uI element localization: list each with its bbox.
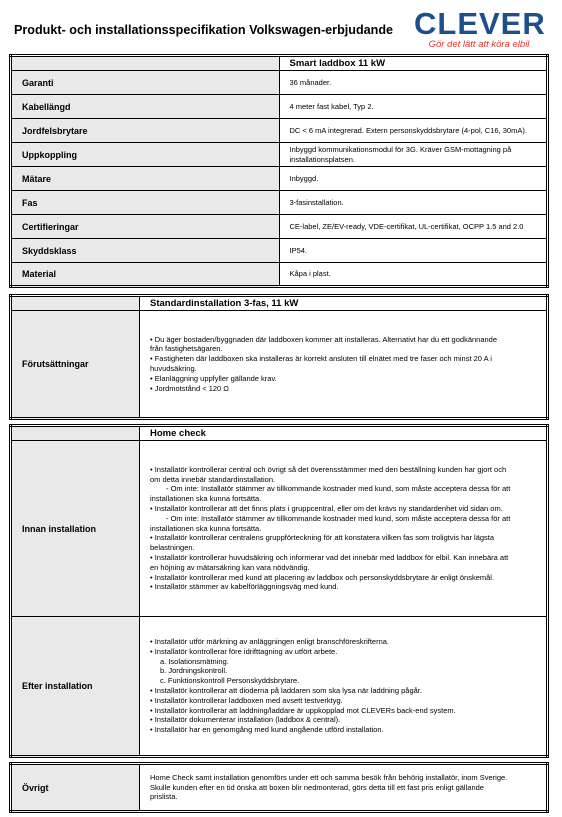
- spec-row-label: Mätare: [11, 167, 280, 191]
- text-line: • Installatör kontrollerar med kund att placering av laddbox och personskyddsbrytare är enligt önskemål.: [150, 572, 495, 582]
- spec-heading-gap: [11, 56, 280, 71]
- text-line: • Installatör kontrollerar laddboxen med avsett testverktyg.: [150, 695, 343, 705]
- spec-row: [11, 263, 548, 287]
- spec-row-label: Fas: [11, 191, 280, 215]
- text-line: om detta innebär standardinstallation.: [150, 474, 276, 484]
- home-check-heading: Home check: [140, 426, 548, 441]
- before-install-text: [140, 441, 548, 617]
- text-line: Skulle kunden efter en tid önska att boxen blir nedmonterad, görs detta till ett fast pris enligt gällande: [150, 782, 484, 792]
- spec-table: [9, 54, 549, 288]
- text-line: • Installatör kontrollerar centralens gruppförteckning för att konstatera vilken fas som troligtvis har lägsta: [150, 533, 495, 543]
- text-line: • Installatör kontrollerar huvudsäkring och informerar vad det innebär med laddbox för elbil. Kan innebära att: [150, 552, 509, 562]
- spec-row: [11, 95, 548, 119]
- spec-row-label: Uppkoppling: [11, 143, 280, 167]
- text-line: • Installatör kontrollerar att dioderna på laddaren som ska lysa när laddning pågår.: [150, 686, 422, 695]
- spec-row: [11, 143, 548, 167]
- text-line: installationen ska kunna fortsätta.: [150, 523, 262, 533]
- text-line: - Om inte: Installatör stämmer av tillkommande kostnader med kund, som måste acceptera dessa för att: [166, 484, 511, 494]
- spec-row-label: Material: [11, 263, 280, 287]
- text-line: • Fastigheten där laddboxen ska installeras är korrekt ansluten till elnätet med tre faser och minst 20 A i: [150, 354, 492, 364]
- other-text: [140, 764, 548, 812]
- spec-row-label: Skyddsklass: [11, 239, 280, 263]
- spec-heading: Smart laddbox 11 kW: [279, 56, 548, 71]
- spec-row-value: Inbyggd kommunikationsmodul för 3G. Kräver GSM-mottagning på installationsplatsen.: [279, 143, 548, 167]
- spec-row-value: IP54.: [279, 239, 548, 263]
- text-line: Home Check samt installation genomförs under ett och samma besök från behörig installatör, inom Sverige.: [150, 772, 508, 782]
- page-header: [0, 0, 562, 60]
- prerequisites-text: [140, 311, 548, 419]
- text-line: en höjning av mätarsäkring kan vara nödvändig.: [150, 562, 310, 572]
- text-line: • Du äger bostaden/byggnaden där laddboxen kommer att installeras. Alternativt har du ett godkännande: [150, 334, 498, 344]
- spec-row: [11, 71, 548, 95]
- text-line: • Elanläggning uppfyller gällande krav.: [150, 373, 277, 383]
- spec-row-value: 4 meter fast kabel, Typ 2.: [279, 95, 548, 119]
- text-line: a. Isolationsmätning.: [160, 656, 229, 666]
- text-line: c. Funktionskontroll Personskyddsbrytare.: [160, 676, 300, 686]
- standard-heading-gap: [11, 296, 140, 311]
- other-label: Övrigt: [11, 764, 140, 812]
- standard-heading: Standardinstallation 3-fas, 11 kW: [140, 296, 548, 311]
- text-line: • Installatör har en genomgång med kund angående utförd installation.: [150, 725, 384, 735]
- spec-row: [11, 119, 548, 143]
- before-install-label: Innan installation: [11, 441, 140, 617]
- spec-row-value: CE-label, ZE/EV-ready, VDE-certifikat, UL-certifikat, OCPP 1.5 and 2.0: [279, 215, 548, 239]
- text-line: huvudsäkring.: [150, 364, 197, 373]
- text-line: installationen ska kunna fortsätta.: [150, 494, 262, 504]
- spec-row-value: 3-fasinstallation.: [279, 191, 548, 215]
- spec-row-value: Kåpa i plast.: [279, 263, 548, 287]
- page-title: Produkt- och installationsspecifikation Volkswagen-erbjudande: [14, 23, 394, 37]
- home-check-heading-gap: [11, 426, 140, 441]
- text-line: • Installatör kontrollerar före idrifttagning av utfört arbete.: [150, 646, 338, 656]
- after-install-text: [140, 617, 548, 757]
- spec-row-label: Kabellängd: [11, 95, 280, 119]
- spec-row: [11, 215, 548, 239]
- text-line: • Installatör dokumenterar installation (laddbox & central).: [150, 715, 341, 725]
- text-line: - Om inte: Installatör stämmer av tillkommande kostnader med kund, som måste acceptera dessa för att: [166, 513, 511, 523]
- text-line: • Installatör kontrollerar central och övrigt så det överensstämmer med den beställning kunden har gjort och: [150, 464, 507, 474]
- text-line: • Installatör kontrollerar att det finns plats i gruppcentral, eller om det krävs ny standardenhet vid sidan om.: [150, 504, 503, 513]
- standard-install-table: [9, 294, 549, 420]
- text-line: • Installatör kontrollerar att laddning/laddare är uppkopplad mot CLEVERs back-end system.: [150, 705, 456, 715]
- prerequisites-label: Förutsättningar: [11, 311, 140, 419]
- text-line: från fastighetsägaren.: [150, 344, 223, 354]
- text-line: belastningen.: [150, 543, 195, 553]
- spec-row-value: Inbyggd.: [279, 167, 548, 191]
- text-line: • Installatör stämmer av kabelförläggningsväg med kund.: [150, 582, 339, 592]
- home-check-table: [9, 424, 549, 758]
- spec-row: [11, 239, 548, 263]
- spec-row: [11, 167, 548, 191]
- text-line: prislista.: [150, 792, 178, 802]
- after-install-label: Efter installation: [11, 617, 140, 757]
- spec-row-label: Garanti: [11, 71, 280, 95]
- text-line: • Installatör utför märkning av anläggningen enligt branschföreskrifterna.: [150, 637, 390, 647]
- other-table: [9, 762, 549, 813]
- logo-wordmark: CLEVER: [414, 6, 546, 41]
- text-line: • Jordmotstånd < 120 Ω: [150, 383, 229, 393]
- spec-row-label: Jordfelsbrytare: [11, 119, 280, 143]
- spec-row: [11, 191, 548, 215]
- spec-row-value: 36 månader.: [279, 71, 548, 95]
- clever-logo: [414, 8, 544, 50]
- spec-row-label: Certifieringar: [11, 215, 280, 239]
- spec-row-value: DC < 6 mA integrerad. Extern personskyddsbrytare (4-pol, C16, 30mA).: [279, 119, 548, 143]
- logo-tagline: Gör det lätt att köra elbil: [428, 39, 530, 50]
- text-line: b. Jordningskontroll.: [160, 666, 228, 676]
